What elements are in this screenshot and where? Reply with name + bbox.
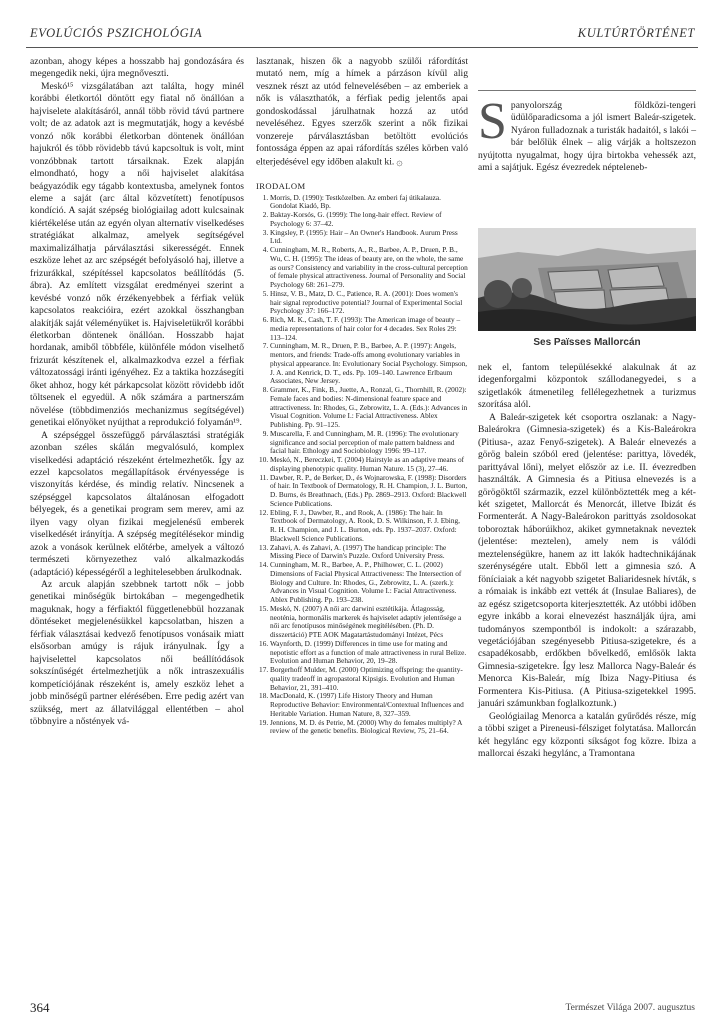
paragraph: [256, 56, 468, 169]
reference-item: 13. Zahavi, A. és Zahavi, A. (1997) The handicap principle: The Missing Piece of Darwin's Puzzle. Oxford University Press.: [270, 544, 468, 562]
column-1: [30, 56, 244, 728]
drop-cap: S: [478, 93, 507, 150]
paragraph: nek el, fantom településekké alakulnak át az idegenforgalmi központok szállodanegyedei, s a szigetlakók átmenetileg fellélegezhetnek a turizmus szorítása alól.: [478, 362, 696, 411]
reference-item: 10. Meskó, N., Bereczkei, T. (2004) Hairstyle as an adaptive means of displaying phenotypic quality. Human Nature. 15 (3), 27–46.: [270, 456, 468, 474]
paragraph: Geológiailag Menorca a katalán gyűrődés része, míg a többi sziget a Pireneusi-félsziget folytatása. Mallorcán két hegylánc egy központi síkságot fog közre. Ibiza a mallorcai északi hegylánc, a Tramontana: [478, 710, 696, 760]
reference-item: 11. Dawber, R. P., de Berker, D., és Wojnarowska, F. (1998): Disorders of hair. In Textbook of Dermatology, R. H. Champion, J. L. Burton, D. Burns, és Breathnach, (Eds.) Pp. 2869–2913. Oxford: Blackwell Science Publications.: [270, 474, 468, 509]
photo-caption: Ses Païsses Mallorcán: [533, 337, 641, 348]
column-3-rule: [478, 90, 696, 91]
section-title-left: EVOLÚCIÓS PSZICHOLÓGIA: [30, 26, 203, 40]
reference-item: 3. Kingsley, P. (1995): Hair – An Owner's Handbook. Aurum Press Ltd.: [270, 229, 468, 247]
paragraph: Az arcuk alapján szebbnek tartott nők – jobb genetikai minőségük birtokában – megengedhetik maguknak, hogy a férfiaktól függetlenebbül hozzanak döntéseket megjelenésükkel kapcsolatban, hiszen a férfiak választásai kedvező fenotípusos vonásaik miatt elsősorban amúgy is rájuk irányulnak. Így a hajviselettel kapcsolatos női beállítódások sokszínűségét értelmezhetjük a nők intraszexuális kompetíciójának részeként is, amely eszköz lehet a jobb minőségű partner elérésében. Erre pedig azért van szükség, mert az állatvilággal ellentétben – ahol többnyire a nőstények vá-: [30, 579, 244, 728]
ruins-illustration: [478, 228, 696, 331]
reference-item: 2. Baktay-Korsós, G. (1999): The long-hair effect. Review of Psychology 6: 37–42.: [270, 211, 468, 229]
paragraph: A szépséggel összefüggő párválasztási stratégiák azonban széles skálán megvalósuló, komplex viselkedési adaptáció részeként értelmezhetők. Így az ezzel kapcsolatos megállapítások érvényessége is viszonyítás kérdése, és mindig relatív. Nincsenek a szépséggel kapcsolatos általánosan elfogadott bélyegek, és a genetikai program sem merev, ami az ilyen vagy olyan fizikai megjelenésű emberek viselkedését irányítja. A szépség megítélésekor mindig azok a vonások kerülnek előtérbe, amelyek a változó természeti környezethez való alkalmazkodás (adaptáció) képességéről a leghitelesebben árulkodnak.: [30, 429, 244, 578]
reference-item: 14. Cunningham, M. R., Barbee, A. P., Philhower, C. L. (2002) Dimensions of Facial Physical Attractiveness: The Intersection of Biology and Culture. In: Rhodes, G., Zebrowitz, L. A. (szerk.): Advances in Visual Cognition. Volume I.: Facial Attractiveness. Ablex Publishing. Pp. 193–238.: [270, 561, 468, 605]
references-heading: IRODALOM: [256, 180, 306, 191]
reference-item: 5. Hinsz, V. B., Matz, D. C., Patience, R. A. (2001): Does women's hair signal reproductive potential? Journal of Experimental Social Psychology 37: 166–172.: [270, 290, 468, 316]
column-2: [256, 56, 468, 736]
column-3-intro: [478, 93, 696, 175]
reference-item: 9. Muscarella, F. and Cunningham, M. R. (1996): The evolutionary significance and social perception of male pattern baldness and facial hair. Ethology and Sociobiology 1996: 99–117.: [270, 430, 468, 456]
reference-item: 16. Waynforth, D. (1999) Differences in time use for mating and nepotistic effort as a function of male attractiveness in rural Belize. Evolution and Human Behavior, 20, 19–28.: [270, 640, 468, 666]
end-mark-icon: ۞: [396, 155, 403, 168]
column-3-body: [478, 362, 696, 761]
issue-footer: Természet Világa 2007. augusztus: [565, 1003, 695, 1013]
paragraph-text: lasztanak, hiszen ők a nagyobb szülői ráfordítást mutató nem, míg a hímek a párzáson kívül alig vesznek részt az utód felnevelésében – az emberiek a nők is választhatók, a férfiak pedig jelentős apai gondoskodással járulhatnak hozzá az utód neveléséhez. Egyes szerzők szerint a nők fizikai vonzereje párválasztásban betöltött evolúciós fontossága éppen az apai ráfordítás széles körben való elterjedésével egy időben alakult ki.: [256, 56, 468, 168]
page-number: 364: [30, 1000, 50, 1015]
paragraph: A Baleár-szigetek két csoportra oszlanak: a Nagy-Baleárokra (Gimnesia-szigetek) és a Kis-Baleárokra (Pitiusa-, azaz Fenyő-szigetek). A Baleár elnevezés a görög balein szóból ered (jelentése: parittya, lövedék, parittyával lőni), melyet először az i.e. II. évezredben használták. A Gimnesia és a Pitiusa elnevezés is a görögöktől származik, ezzel különböztették meg a két-két szigetet, Mallorcát és Menorcát, illetve Ibizát és Formenterát. A Nagy-Baleárokon parittyás zsoldosokat toboroztak háborúikhoz, akiket gymnetaknak neveztek (jelentése: meztelen), amely nem is válódi meztelenségükre, hanem az itt lakók hadtechnikájának szerénységére utalt. Ebből lett a gimnesia szó. A föníciaiak a két nagyobb szigetet Baliaridesnek hívták, s a rómaiak is inkább ezt vették át (Insulae Baliares), de az egész szigetcsoporta kiterjesztették. Az utóbbi időben egyre inkább a korai elnevezést használják újra, ami tudományos szempontból is indokolt: a szárazabb, vegetációjában szegényesebb Pitiusa-szigetekre, és a csapadékosabb, erdőkben bővelkedő, emlősök lakta Gimnesia-szigetekre. Így lesz Mallorca Nagy-Baleár és Menorca Kis-Baleár, míg Ibiza Nagy-Pitiusa és Formentera Kis-Pitiusa. (A Pitiusa-szigetekkel 1995. januári számunkban foglalkoztunk.): [478, 411, 696, 710]
reference-item: 1. Morris, D. (1990): Testközelben. Az emberi faj útikalauza. Gondolat Kiadó, Bp.: [270, 194, 468, 212]
reference-list: [256, 194, 468, 737]
reference-item: 6. Rich, M. K., Cash, T. F. (1993): The American image of beauty – media representations of hair color for 4 decades. Sex Roles 29: 113–124.: [270, 316, 468, 342]
reference-item: 17. Borgerhoff Mulder, M. (2000) Optimizing offspring: the quantity-quality tradeoff in agropastoral Kipsigis. Evolution and Human Behavior, 21, 391–410.: [270, 666, 468, 692]
reference-item: 8. Grammer, K., Fink, B., Juette, A., Ronzal, G., Thornhill, R. (2002): Female faces and bodies: N-dimensional feature space and attractiveness. In: Rhodes, G., Zebrowitz, L. A. (Eds.): Advances in Visual Cognition. Volume I.: Facial Attractiveness. Ablex Publishing. Pp. 91–125.: [270, 386, 468, 430]
lead-paragraph: [478, 93, 696, 175]
section-title-right: KULTÚRTÖRTÉNET: [577, 26, 695, 40]
lead-text: panyolország földközi-tengeri üdülőparadicsoma a jól ismert Baleár-szigetek. Nyáron fulladoznak a turisták hadaitól, s lakói – bár belőlük élnek – alig várják a holtszezon nyújtotta nyugalmat, hogy újra birtokba vehessék azt, ami a sajátjuk. Egész évezredek népteleneb-: [478, 100, 696, 174]
reference-item: 19. Jennions, M. D. és Petrie, M. (2000) Why do females multiply? A review of the genetic benefits. Biological Review, 75, 21–64.: [270, 719, 468, 737]
reference-item: 4. Cunningham, M. R., Roberts, A., R., Barbee, A. P., Druen, P. B., Wu, C. H. (1995): The ideas of beauty are, on the whole, the same as ours? Consistency and variability in the cross-cultural perception of female physical attractiveness. Journal of Personality and Social Psychology 68: 261–279.: [270, 246, 468, 290]
reference-item: 12. Ebling, F. J., Dawber, R., and Rook, A. (1986): The hair. In Textbook of Dermatology, A. Rook, D. S. Wilkinson, F. J. Ebing, R. H. Champion, and J. L. Burton, eds. Pp. 1937–2037. Oxford: Blackwell Science Publications.: [270, 509, 468, 544]
header-rule: [26, 47, 698, 48]
paragraph: azonban, ahogy képes a hosszabb haj gondozására és megengedik neki, újra megnőveszti.: [30, 56, 244, 80]
reference-item: 18. MacDonald, K. (1997) Life History Theory and Human Reproductive Behavior: Environmental/Contextual Influences and Heritable Variation. Human Nature, 8, 327–359.: [270, 692, 468, 718]
stone-ruins-photo: [478, 228, 696, 331]
reference-item: 7. Cunningham, M. R., Druen, P. B., Barbee, A. P. (1997): Angels, mentors, and friends: Trade-offs among evolutionary variables in physical appearance. In: Evolutionary Social Psychology. Simpson, J. A. and Kenrick, D. T., eds. Pp. 109–140. Lawrence Erlbaum Associates, New Jersey.: [270, 342, 468, 386]
reference-item: 15. Meskó, N. (2007) A női arc darwini esztétikája. Átlagosság, neoténia, hormonális markerek és hajviselet adaptív jelentősége a női arc fenotípusos minőségének megítélésében. (Ph. D. disszertáció) PTE AOK Magatartástudományi Intézet, Pécs: [270, 605, 468, 640]
paragraph: Meskó¹⁵ vizsgálatában azt találta, hogy minél korábbi életkortól döntött egy fiatal nő önállóan a hajviselete alakításáról, annál több rövid távú partnere volt; de az adatok azt is megmutatják, hogy a kevésbé vonzó nők korábbi életkorban döntenek önállóan hajukról és több rövidebb távú kapcsoltuk is volt, mint vonzóbbnak tartott társaiknak. Ezek alapján elmondható, hogy a női hajviselet alakítása beágyazódik egy tágabb kontextusba, amelynek fontos eleme a saját (arc által közvetített) fenotípusos kondíció. A saját szépség biológiailag adott kulcsainak kiértékelése után az egyén olyan alternatív viselkedéses stratégiákat alkalmaz, amelyek segítségével maximalizálhatja párválasztási sikerességét. Ennek eszköze lehet az arc szépségét befolyásoló haj, illetve a frizurákkal, szépítéssel kapcsolatos beállítódás (5. ábra). Az említett vizsgálat eredményei szerint a kevésbé vonzó nők érzékenyebbek a férfiak velük kapcsolatos reakcióira, ezért azokkal összhangban alakítják saját véleményüket is. Hajviseletükről korábbi életkorban döntenek önállóan. Hosszabb hajat hordanak, amiből többféle, különféle módon viselhető frizurát készítenek el, alkalmazkodva ezzel a férfiak változatossági iránti igényéhez. Ez a taktika hozzásegíti őket ahhoz, hogy két párkapcsolat között rövidebb időt töltsenek el egyedül. A nők számára a partnerszám növelése (többdimenziós mechanizmus segítségével) genetikai előnyöket nyújthat a reprodukció folyamán¹⁹.: [30, 80, 244, 429]
